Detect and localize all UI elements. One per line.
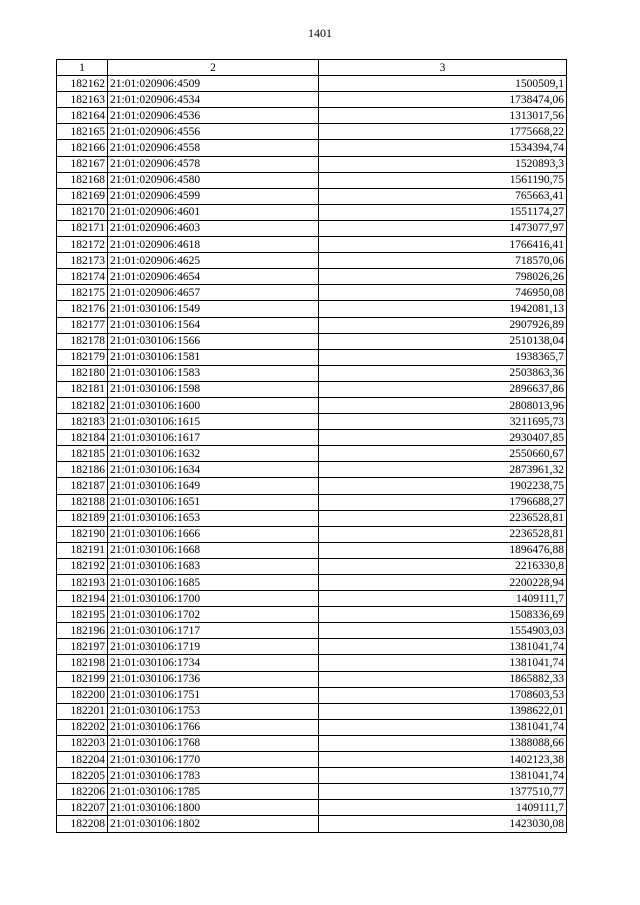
row-number-cell: 182167 [57,156,108,172]
cadastral-number-cell: 21:01:030106:1615 [108,414,319,430]
cadastral-number-cell: 21:01:030106:1753 [108,703,319,719]
table-row [57,172,567,188]
value-cell: 1865882,33 [319,671,567,687]
row-number-cell: 182168 [57,172,108,188]
cadastral-number-cell: 21:01:020906:4618 [108,237,319,253]
cadastral-number-cell: 21:01:030106:1717 [108,623,319,639]
row-number-cell: 182193 [57,575,108,591]
value-cell: 1381041,74 [319,768,567,784]
cadastral-number-cell: 21:01:020906:4509 [108,76,319,92]
row-number-cell: 182197 [57,639,108,655]
row-number-cell: 182184 [57,430,108,446]
value-cell: 1508336,69 [319,607,567,623]
cadastral-number-cell: 21:01:030106:1617 [108,430,319,446]
row-number-cell: 182162 [57,76,108,92]
table-row [57,381,567,397]
row-number-cell: 182189 [57,510,108,526]
table-row [57,768,567,784]
row-number-cell: 182181 [57,381,108,397]
cadastral-number-cell: 21:01:020906:4534 [108,92,319,108]
cadastral-number-cell: 21:01:020906:4601 [108,204,319,220]
row-number-cell: 182182 [57,397,108,413]
cadastral-number-cell: 21:01:030106:1700 [108,591,319,607]
table-row [57,655,567,671]
value-cell: 1377510,77 [319,784,567,800]
value-cell: 1938365,7 [319,349,567,365]
table-row [57,220,567,236]
table-row [57,752,567,768]
value-cell: 1554903,03 [319,623,567,639]
table-row [57,784,567,800]
row-number-cell: 182179 [57,349,108,365]
value-cell: 2808013,96 [319,397,567,413]
cadastral-number-cell: 21:01:020906:4536 [108,108,319,124]
row-number-cell: 182203 [57,735,108,751]
table-row [57,285,567,301]
table-row [57,269,567,285]
row-number-cell: 182195 [57,607,108,623]
cadastral-number-cell: 21:01:030106:1702 [108,607,319,623]
row-number-cell: 182178 [57,333,108,349]
cadastral-number-cell: 21:01:020906:4657 [108,285,319,301]
cadastral-number-cell: 21:01:020906:4556 [108,124,319,140]
row-number-cell: 182201 [57,703,108,719]
cadastral-number-cell: 21:01:030106:1802 [108,816,319,832]
row-number-cell: 182169 [57,188,108,204]
cadastral-number-cell: 21:01:030106:1668 [108,542,319,558]
table-row [57,687,567,703]
cadastral-number-cell: 21:01:020906:4599 [108,188,319,204]
row-number-cell: 182194 [57,591,108,607]
row-number-cell: 182174 [57,269,108,285]
cadastral-number-cell: 21:01:030106:1734 [108,655,319,671]
cadastral-number-cell: 21:01:020906:4654 [108,269,319,285]
table-row [57,140,567,156]
cadastral-number-cell: 21:01:030106:1666 [108,526,319,542]
table-row [57,478,567,494]
value-cell: 798026,26 [319,269,567,285]
value-cell: 2216330,8 [319,558,567,574]
cadastral-number-cell: 21:01:020906:4558 [108,140,319,156]
row-number-cell: 182165 [57,124,108,140]
table-row [57,237,567,253]
row-number-cell: 182170 [57,204,108,220]
column-header-2: 2 [108,60,319,76]
cadastral-number-cell: 21:01:030106:1685 [108,575,319,591]
value-cell: 1896476,88 [319,542,567,558]
value-cell: 1402123,38 [319,752,567,768]
page-number: 1401 [308,26,332,40]
table-row [57,719,567,735]
table-row [57,349,567,365]
cadastral-number-cell: 21:01:020906:4578 [108,156,319,172]
table-row [57,253,567,269]
table-row [57,301,567,317]
value-cell: 1708603,53 [319,687,567,703]
row-number-cell: 182202 [57,719,108,735]
cadastral-number-cell: 21:01:030106:1583 [108,365,319,381]
row-number-cell: 182177 [57,317,108,333]
table-row [57,76,567,92]
value-cell: 1381041,74 [319,719,567,735]
table-row [57,816,567,832]
table-row [57,430,567,446]
value-cell: 1766416,41 [319,237,567,253]
table-row [57,800,567,816]
table-row [57,188,567,204]
cadastral-number-cell: 21:01:030106:1581 [108,349,319,365]
value-cell: 1551174,27 [319,204,567,220]
table-row [57,156,567,172]
table-row [57,623,567,639]
value-cell: 1796688,27 [319,494,567,510]
value-cell: 2236528,81 [319,526,567,542]
cadastral-number-cell: 21:01:030106:1564 [108,317,319,333]
cadastral-number-cell: 21:01:030106:1719 [108,639,319,655]
row-number-cell: 182190 [57,526,108,542]
table-header [57,60,567,76]
row-number-cell: 182173 [57,253,108,269]
row-number-cell: 182199 [57,671,108,687]
cadastral-number-cell: 21:01:030106:1651 [108,494,319,510]
table-row [57,108,567,124]
value-cell: 2510138,04 [319,333,567,349]
cadastral-number-cell: 21:01:030106:1566 [108,333,319,349]
row-number-cell: 182175 [57,285,108,301]
table-row [57,462,567,478]
row-number-cell: 182192 [57,558,108,574]
value-cell: 1409111,7 [319,591,567,607]
value-cell: 1738474,06 [319,92,567,108]
row-number-cell: 182183 [57,414,108,430]
row-number-cell: 182191 [57,542,108,558]
cadastral-number-cell: 21:01:030106:1800 [108,800,319,816]
row-number-cell: 182206 [57,784,108,800]
cadastral-number-cell: 21:01:030106:1598 [108,381,319,397]
row-number-cell: 182204 [57,752,108,768]
table-row [57,735,567,751]
row-number-cell: 182196 [57,623,108,639]
value-cell: 2236528,81 [319,510,567,526]
table-row [57,607,567,623]
cadastral-number-cell: 21:01:030106:1634 [108,462,319,478]
value-cell: 2550660,67 [319,446,567,462]
table-row [57,204,567,220]
value-cell: 1381041,74 [319,655,567,671]
row-number-cell: 182198 [57,655,108,671]
value-cell: 1942081,13 [319,301,567,317]
cadastral-number-cell: 21:01:030106:1600 [108,397,319,413]
row-number-cell: 182172 [57,237,108,253]
value-cell: 1381041,74 [319,639,567,655]
data-table [56,59,567,833]
cadastral-number-cell: 21:01:030106:1549 [108,301,319,317]
cadastral-number-cell: 21:01:030106:1785 [108,784,319,800]
value-cell: 2896637,86 [319,381,567,397]
table-row [57,446,567,462]
table-row [57,414,567,430]
row-number-cell: 182171 [57,220,108,236]
row-number-cell: 182164 [57,108,108,124]
table-row [57,591,567,607]
row-number-cell: 182187 [57,478,108,494]
value-cell: 1398622,01 [319,703,567,719]
table-row [57,671,567,687]
table-row [57,494,567,510]
cadastral-number-cell: 21:01:030106:1751 [108,687,319,703]
value-cell: 1500509,1 [319,76,567,92]
row-number-cell: 182166 [57,140,108,156]
value-cell: 1409111,7 [319,800,567,816]
cadastral-number-cell: 21:01:030106:1683 [108,558,319,574]
table-row [57,365,567,381]
row-number-cell: 182188 [57,494,108,510]
value-cell: 3211695,73 [319,414,567,430]
value-cell: 746950,08 [319,285,567,301]
value-cell: 2503863,36 [319,365,567,381]
table-row [57,317,567,333]
value-cell: 1561190,75 [319,172,567,188]
value-cell: 1473077,97 [319,220,567,236]
cadastral-number-cell: 21:01:030106:1653 [108,510,319,526]
row-number-cell: 182186 [57,462,108,478]
cadastral-number-cell: 21:01:030106:1770 [108,752,319,768]
value-cell: 765663,41 [319,188,567,204]
cadastral-number-cell: 21:01:030106:1649 [108,478,319,494]
table-row [57,333,567,349]
column-header-1: 1 [57,60,108,76]
row-number-cell: 182176 [57,301,108,317]
value-cell: 1534394,74 [319,140,567,156]
table-row [57,124,567,140]
row-number-cell: 182163 [57,92,108,108]
cadastral-number-cell: 21:01:020906:4603 [108,220,319,236]
value-cell: 1902238,75 [319,478,567,494]
column-header-3: 3 [319,60,567,76]
cadastral-number-cell: 21:01:020906:4580 [108,172,319,188]
table-row [57,526,567,542]
table-body [57,76,567,832]
value-cell: 2200228,94 [319,575,567,591]
value-cell: 1520893,3 [319,156,567,172]
value-cell: 1388088,66 [319,735,567,751]
table-row [57,558,567,574]
cadastral-number-cell: 21:01:030106:1736 [108,671,319,687]
row-number-cell: 182207 [57,800,108,816]
cadastral-number-cell: 21:01:020906:4625 [108,253,319,269]
table-row [57,92,567,108]
row-number-cell: 182200 [57,687,108,703]
row-number-cell: 182208 [57,816,108,832]
table-row [57,397,567,413]
table-row [57,639,567,655]
value-cell: 2873961,32 [319,462,567,478]
table-row [57,575,567,591]
value-cell: 2907926,89 [319,317,567,333]
header-row [57,60,567,76]
value-cell: 1775668,22 [319,124,567,140]
row-number-cell: 182205 [57,768,108,784]
value-cell: 1313017,56 [319,108,567,124]
row-number-cell: 182180 [57,365,108,381]
table-row [57,542,567,558]
table-row [57,703,567,719]
table-row [57,510,567,526]
value-cell: 1423030,08 [319,816,567,832]
cadastral-number-cell: 21:01:030106:1783 [108,768,319,784]
cadastral-number-cell: 21:01:030106:1766 [108,719,319,735]
value-cell: 718570,06 [319,253,567,269]
value-cell: 2930407,85 [319,430,567,446]
cadastral-number-cell: 21:01:030106:1768 [108,735,319,751]
cadastral-number-cell: 21:01:030106:1632 [108,446,319,462]
row-number-cell: 182185 [57,446,108,462]
